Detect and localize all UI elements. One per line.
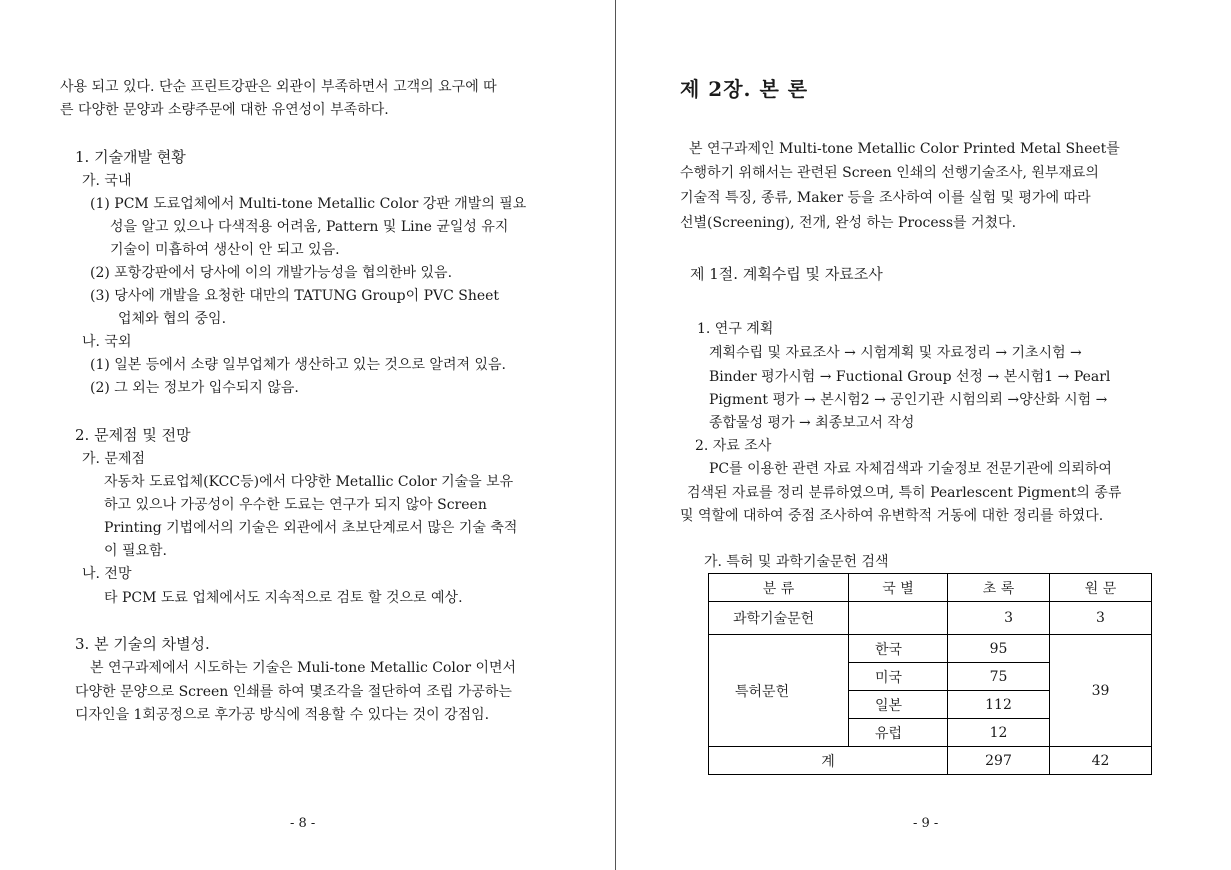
header-cell: 초 록 (948, 574, 1050, 602)
subheading-foreign: 나. 국외 (82, 334, 132, 350)
paragraph-line: 자동차 도료업체(KCC등)에서 다양한 Metallic Color 기술을 보유 (104, 474, 514, 490)
list-item: 업체와 협의 중임. (118, 311, 227, 327)
page-number: - 9 - (913, 816, 939, 831)
list-item: 성을 알고 있으나 다색적용 어려움, Pattern 및 Line 균일성 유지 (110, 219, 509, 235)
intro-line: 사용 되고 있다. 단순 프린트강판은 외관이 부족하면서 고객의 요구에 따 (60, 79, 497, 95)
right-page (617, 0, 1231, 870)
country-cell: 유럽 (849, 719, 948, 747)
intro-line: 수행하기 위해서는 관련된 Screen 인쇄의 선행기술조사, 원부재료의 (680, 165, 1099, 181)
section-heading-tech-status: 1. 기술개발 현황 (75, 148, 186, 166)
paragraph-line: 디자인을 1회공정으로 후가공 방식에 적용할 수 있다는 것이 강점임. (75, 707, 490, 723)
chapter-title: 제 2장. 본 론 (680, 77, 809, 101)
country-cell: 일본 (849, 691, 948, 719)
header-cell: 분 류 (709, 574, 849, 602)
plan-line: Binder 평가시험 → Fuctional Group 선정 → 본시험1 → Pearl (709, 369, 1111, 385)
plan-line: 계획수립 및 자료조사 → 시험계획 및 자료정리 → 기초시험 → (709, 345, 1082, 361)
abstract-cell: 75 (948, 663, 1050, 691)
subheading-outlook: 나. 전망 (82, 566, 132, 582)
section-heading-problems: 2. 문제점 및 전망 (75, 426, 191, 444)
survey-line: 검색된 자료를 정리 분류하였으며, 특히 Pearlescent Pigment의 종류 (687, 485, 1122, 501)
list-item: (1) PCM 도료업체에서 Multi-tone Metallic Color 강판 개발의 필요 (90, 196, 527, 212)
survey-line: PC를 이용한 관련 자료 자체검색과 기술정보 전문기관에 의뢰하여 (709, 461, 1112, 477)
intro-line: 른 다양한 문양과 소량주문에 대한 유연성이 부족하다. (60, 102, 389, 118)
list-item: (1) 일본 등에서 소량 일부업체가 생산하고 있는 것으로 알려져 있음. (90, 357, 506, 373)
table-header-row (709, 574, 1152, 602)
section-title: 제 1절. 계획수립 및 자료조사 (690, 265, 883, 283)
page-number: - 8 - (290, 816, 316, 831)
paragraph-line: Printing 기법에서의 기술은 외관에서 초보단계로서 많은 기술 축적 (104, 520, 518, 536)
abstract-cell: 12 (948, 719, 1050, 747)
total-abstract-cell: 297 (948, 747, 1050, 775)
category-cell: 과학기술문헌 (709, 602, 849, 635)
literature-search-table (708, 573, 1152, 775)
intro-line: 기술적 특징, 종류, Maker 등을 조사하여 이를 실험 및 평가에 따라 (680, 190, 1091, 206)
header-cell: 국 별 (849, 574, 948, 602)
list-item: (3) 당사에 개발을 요청한 대만의 TATUNG Group이 PVC Sheet (90, 288, 500, 304)
subheading-domestic: 가. 국내 (82, 173, 132, 189)
header-cell: 원 문 (1050, 574, 1152, 602)
country-cell: 한국 (849, 635, 948, 663)
subheading-problems: 가. 문제점 (82, 451, 145, 467)
list-item: 기술이 미흡하여 생산이 안 되고 있음. (110, 242, 340, 258)
original-cell: 39 (1050, 635, 1152, 747)
total-original-cell: 42 (1050, 747, 1152, 775)
country-cell: 미국 (849, 663, 948, 691)
survey-line: 및 역할에 대하여 중점 조사하여 유변학적 거동에 대한 정리를 하였다. (680, 508, 1104, 524)
category-cell: 특허문헌 (709, 635, 849, 747)
list-item: (2) 그 외는 정보가 입수되지 않음. (90, 380, 299, 396)
subheading-data-survey: 2. 자료 조사 (695, 438, 772, 454)
original-cell: 3 (1050, 602, 1152, 635)
abstract-cell: 95 (948, 635, 1050, 663)
intro-line: 선별(Screening), 전개, 완성 하는 Process를 거쳤다. (680, 215, 1017, 231)
section-heading-differentiation: 3. 본 기술의 차별성. (75, 635, 210, 653)
abstract-cell: 3 (948, 602, 1050, 635)
table-caption: 가. 특허 및 과학기술문헌 검색 (704, 554, 889, 570)
table-row (709, 635, 1152, 663)
subheading-research-plan: 1. 연구 계획 (697, 321, 774, 337)
table-row (709, 602, 1152, 635)
plan-line: 종합물성 평가 → 최종보고서 작성 (709, 415, 915, 431)
plan-line: Pigment 평가 → 본시험2 → 공인기관 시험의뢰 →양산화 시험 → (709, 392, 1108, 408)
abstract-cell: 112 (948, 691, 1050, 719)
table-total-row (709, 747, 1152, 775)
total-label-cell: 계 (709, 747, 948, 775)
list-item: (2) 포항강판에서 당사에 이의 개발가능성을 협의한바 있음. (90, 265, 453, 281)
paragraph-line: 하고 있으나 가공성이 우수한 도료는 연구가 되지 않아 Screen (104, 497, 487, 513)
paragraph-line: 이 필요함. (104, 543, 167, 559)
left-page (0, 0, 615, 870)
paragraph-line: 다양한 문양으로 Screen 인쇄를 하여 몇조각을 절단하여 조립 가공하는 (75, 684, 512, 700)
country-cell (849, 602, 948, 635)
paragraph-line: 타 PCM 도료 업체에서도 지속적으로 검토 할 것으로 예상. (104, 590, 463, 606)
paragraph-line: 본 연구과제에서 시도하는 기술은 Muli-tone Metallic Color 이면서 (90, 660, 517, 676)
intro-line: 본 연구과제인 Multi-tone Metallic Color Printed Metal Sheet를 (689, 141, 1120, 157)
page-divider (615, 0, 616, 870)
